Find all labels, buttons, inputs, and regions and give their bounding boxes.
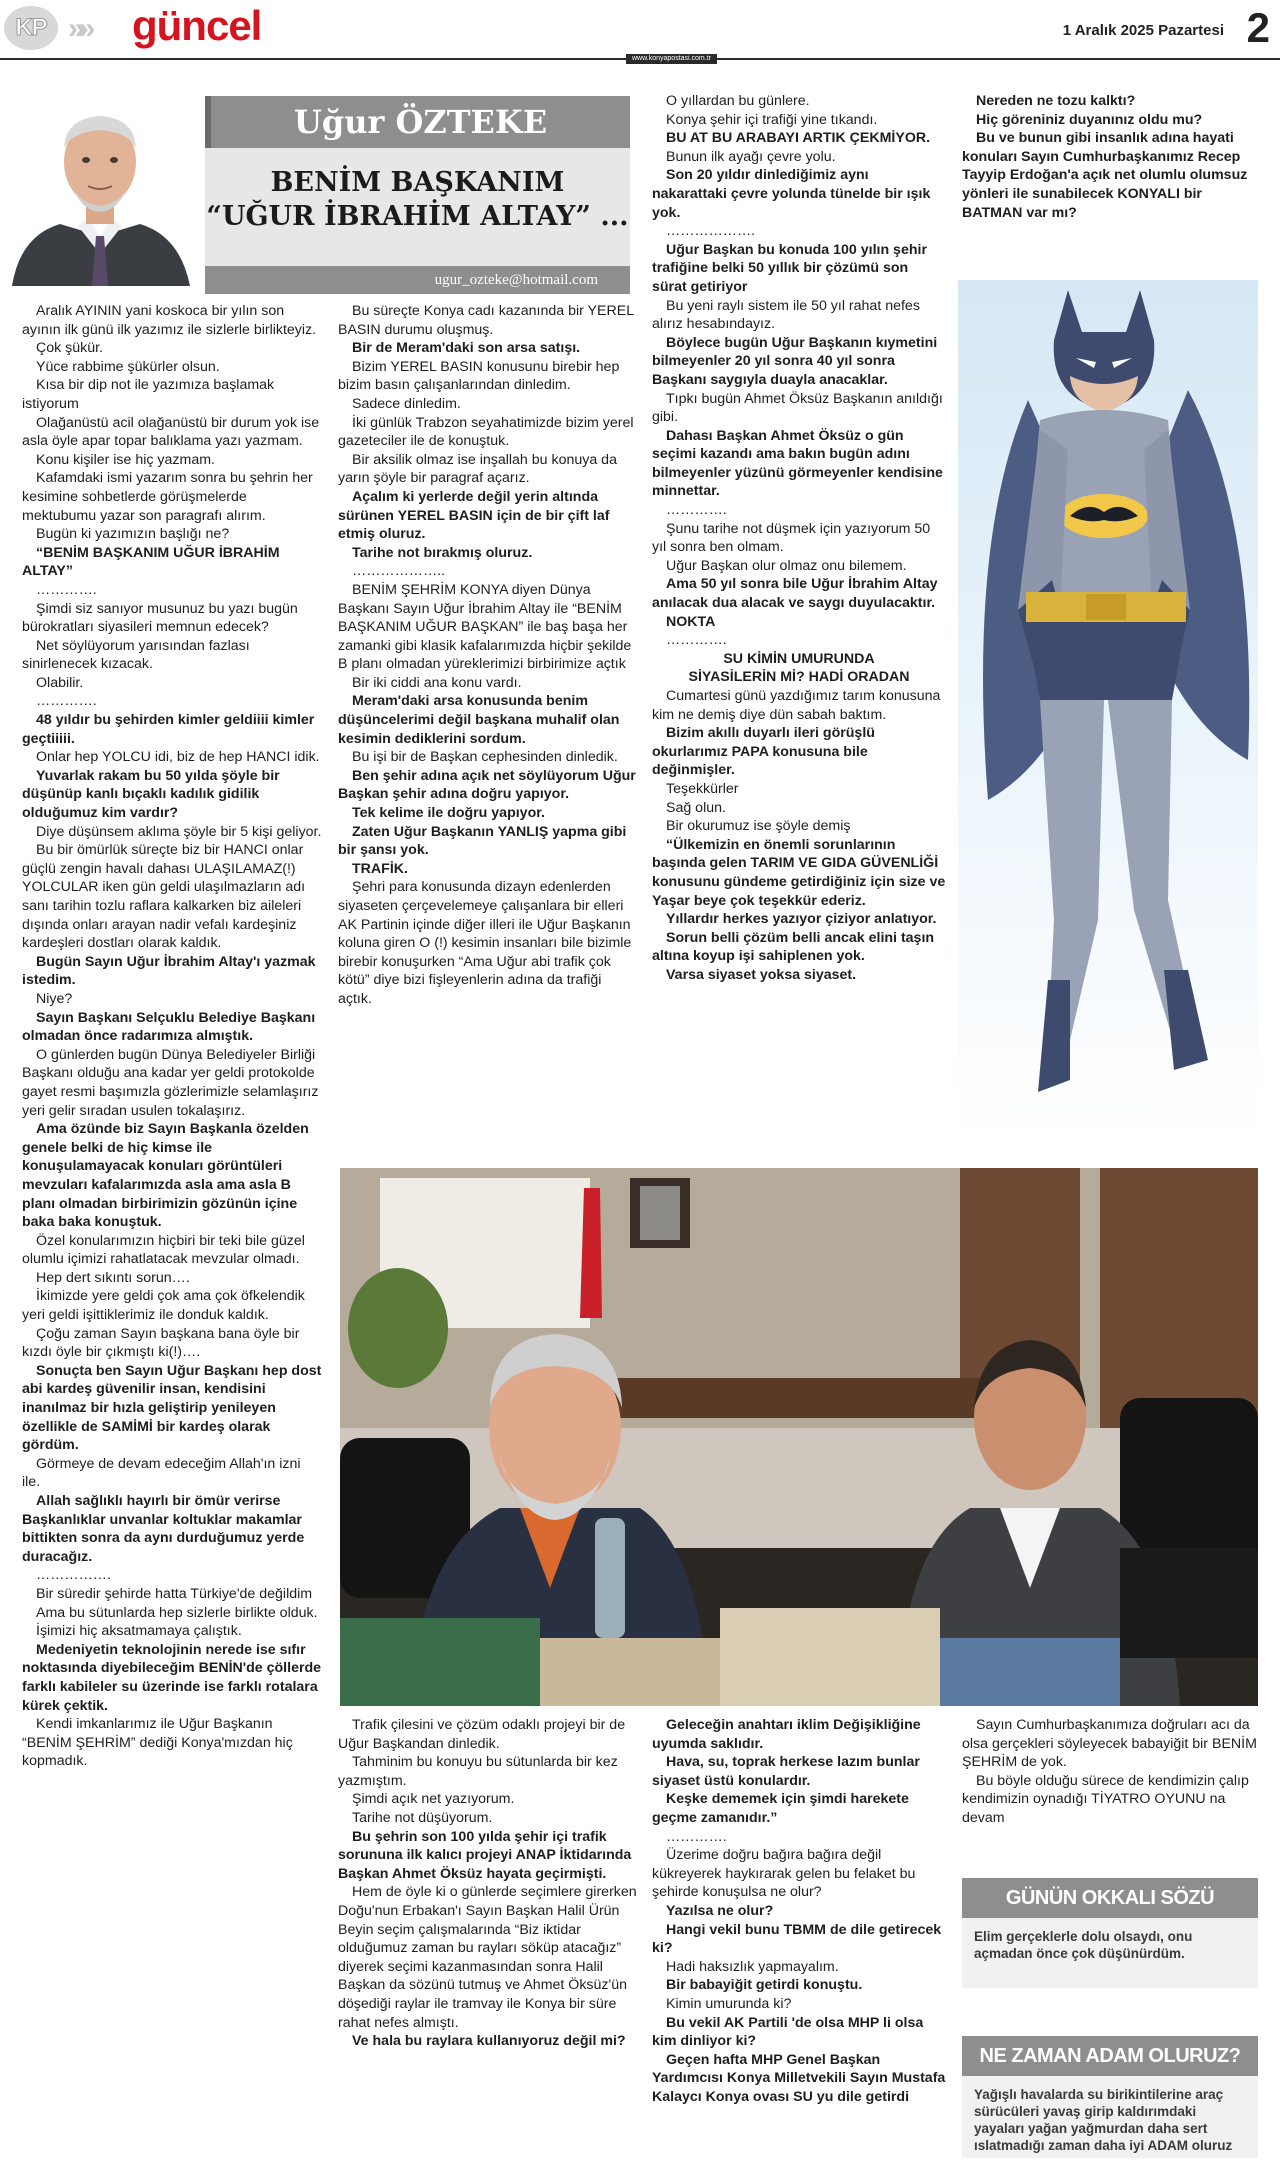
paragraph: Bu süreçte Konya cadı kazanında bir YEREL BASIN durumu oluşmuş. xyxy=(338,303,634,338)
paragraph: Sadece dinledim. xyxy=(352,395,461,412)
article-column-3-lower xyxy=(652,1716,946,2156)
paragraph: Bizim YEREL BASIN konusunu birebir hep bizim basın çalışanlarından dinledim. xyxy=(338,358,620,394)
paragraph: Bir okurumuz ise şöyle demiş xyxy=(666,818,851,835)
paragraph: Tarihe not bırakmış oluruz. xyxy=(352,544,533,561)
paragraph: Üzerime doğru bağıra bağıra değil kükreyerek haykırarak gelen bu felaket bu şehirde konuşulsa ne olur? xyxy=(652,1847,916,1901)
paragraph: Bu işi bir de Başkan cephesinden dinledik. xyxy=(352,749,618,766)
batman-illustration xyxy=(958,280,1258,1142)
title-line-1: BENİM BAŞKANIM xyxy=(270,167,565,198)
paragraph: Geçen hafta MHP Genel Başkan Yardımcısı Konya Milletvekili Sayın Mustafa Kalaycı Konya ovası SU yu dile getirdi xyxy=(652,2051,946,2105)
paragraph: Yuvarlak rakam bu 50 yılda şöyle bir düşünüp kanlı bıçaklı kadılık gidilik olduğumuz kim vardır? xyxy=(22,767,280,822)
paragraph: Ama bu sütunlarda hep sizlerle birlikte olduk. xyxy=(36,1604,318,1621)
paragraph: Yazılsa ne olur? xyxy=(666,1902,774,1919)
human-box-title: NE ZAMAN ADAM OLURUZ? xyxy=(962,2036,1258,2076)
meeting-image xyxy=(340,1168,1258,1706)
paragraph: Trafik çilesini ve çözüm odaklı projeyi bir de Uğur Başkandan dinledik. xyxy=(338,1717,626,1752)
issue-date: 1 Aralık 2025 Pazartesi xyxy=(1062,22,1224,39)
paragraph: Konu kişiler ise hiç yazmam. xyxy=(36,451,215,468)
paragraph: Varsa siyaset yoksa siyaset. xyxy=(666,966,857,983)
paragraph: Ama özünde biz Sayın Başkanla özelden genele belki de hiç kimse ile konuşulamayacak konuları görüntüleri mevzuları kafalarımızda asla ama asla B planı olmadan birbirimizin gözünün içine baka baka konuştuk. xyxy=(22,1121,309,1231)
paragraph: …………. xyxy=(666,632,727,649)
when-human-box xyxy=(962,2036,1258,2158)
paragraph: O yıllardan bu günlere. xyxy=(666,93,810,109)
paragraph: Kimin umurunda ki? xyxy=(666,1995,792,2012)
paragraph: Hep dert sıkıntı sorun…. xyxy=(36,1269,190,1286)
article-column-1 xyxy=(22,302,322,2152)
paragraph: Hadi haksızlık yapmayalım. xyxy=(666,1958,839,1975)
paragraph: Bir babayiğit getirdi konuştu. xyxy=(666,1977,863,1994)
paragraph: Bir süredir şehirde hatta Türkiye'de değildim xyxy=(36,1585,313,1602)
paragraph: Bizim akıllı duyarlı ileri görüşlü okurlarımız PAPA konusuna bile değinmişler. xyxy=(652,725,875,779)
paragraph: Şunu tarihe not düşmek için yazıyorum 50 yıl sonra ben olmam. xyxy=(652,520,931,556)
paragraph: “BENİM BAŞKANIM UĞUR İBRAHİM ALTAY” xyxy=(22,544,280,580)
paragraph: …………. xyxy=(666,502,727,519)
author-name[interactable]: Uğur ÖZTEKE xyxy=(293,103,548,141)
paragraph: ………………. xyxy=(666,223,756,240)
paragraph: Sayın Başkanı Selçuklu Belediye Başkanı olmadan önce radarımıza almıştık. xyxy=(22,1009,316,1045)
paragraph: Keşke dememek için şimdi harekete geçme zamanıdır.” xyxy=(652,1791,909,1826)
paragraph: SU KİMİN UMURUNDA xyxy=(723,650,875,667)
article-column-2 xyxy=(338,302,638,1160)
paragraph: Nereden ne tozu kalktı? xyxy=(976,93,1136,109)
paragraph: Görmeye de devam edeceğim Allah'ın izni ile. xyxy=(22,1455,301,1491)
paragraph: Tıpkı bugün Ahmet Öksüz Başkanın anıldığı gibi. xyxy=(652,390,943,426)
paragraph: Çoğu zaman Sayın başkana bana öyle bir kızdı öyle bir çıkmıştı ki(!)…. xyxy=(22,1325,300,1361)
paragraph: BENİM ŞEHRİM KONYA diyen Dünya Başkanı Sayın Uğur İbrahim Altay ile “BENİM BAŞKANIM UĞUR BAŞKAN” ile baş başa her zamanki gibi klasik kafalarımızda hiçbir şekilde B planı olmadan yüreklerimizi birbirimize açtık xyxy=(338,581,632,673)
paragraph: Hem de öyle ki o günlerde seçimlere girerken Doğu'nun Erbakan'ı Sayın Başkan Halil Ürün Beyin seçim çalışmalarında “Biz iktidar olduğumuz zaman bu rayları söküp atacağız” diyerek seçimi kazanmasından sonra Halil Başkan da sözünü tutmuş ve Ahmet Öksüz'ün döşediği raylar ile tramvay ile Konya bir süre rahat nefes almıştı. xyxy=(338,1884,637,2031)
paragraph: Konya şehir içi trafiği yine tıkandı. xyxy=(666,111,878,128)
paragraph: Sorun belli çözüm belli ancak elini taşın altına koyup işi sahiplenen yok. xyxy=(652,929,935,965)
paragraph: Bu böyle olduğu sürece de kendimizin çalıp kendimizin oynadığı TİYATRO OYUNU na devam xyxy=(962,1772,1249,1826)
paragraph: Ama 50 yıl sonra bile Uğur İbrahim Altay anılacak dua alacak ve saygı duyulacaktır. xyxy=(652,576,938,612)
article-title-box xyxy=(205,148,630,266)
paragraph: Son 20 yıldır dinlediğimiz aynı nakarattaki çevre yolunda tünelde bir ışık yok. xyxy=(652,167,931,221)
paragraph: Şimdi açık net yazıyorum. xyxy=(352,1791,515,1808)
paragraph: Ben şehir adına açık net söylüyorum Uğur Başkan şehir adına doğru yapıyor. xyxy=(338,767,636,803)
paragraph: Bir de Meram'daki son arsa satışı. xyxy=(352,340,581,357)
paragraph: “Ülkemizin en önemli sorunlarının başında gelen TARIM VE GIDA GÜVENLİĞİ konusunu gündeme getirdiğiniz için size ve Yaşar beye çok teşekkür ederiz. xyxy=(652,836,946,909)
paragraph: Bu vekil AK Partili 'de olsa MHP li olsa kim dinliyor ki? xyxy=(652,2014,924,2050)
paragraph: Yıllardır herkes yazıyor çiziyor anlatıyor. xyxy=(666,911,937,928)
masthead-rule xyxy=(0,54,1280,64)
paragraph: Şehri para konusunda dizayn edenlerden siyaseten çerçevelemeye çalışanlara bir elleri AK Partinin içinde diğer illeri ile Uğur Başkanın koluna giren O (!) kesimin insanları bile bizimle birebir konuşurken “Ama Uğur abi trafik çok kötü” diye bizi fişleyenlerin adına da trafiği açtık. xyxy=(338,879,632,1007)
paragraph: …………. xyxy=(666,1828,727,1845)
paragraph: Çok şükür. xyxy=(36,340,104,357)
article-column-4-lower xyxy=(962,1716,1258,1844)
paragraph: Bugün Sayın Uğur İbrahim Altay'ı yazmak istedim. xyxy=(22,953,316,989)
author-header xyxy=(0,86,636,296)
paragraph: Şimdi siz sanıyor musunuz bu yazı bugün bürokratları siyasileri memnun edecek? xyxy=(22,600,298,636)
paragraph: BU AT BU ARABAYI ARTIK ÇEKMİYOR. xyxy=(666,130,931,147)
paragraph: Diye düşünsem aklıma şöyle bir 5 kişi geliyor. xyxy=(36,823,322,840)
paragraph: Medeniyetin teknolojinin nerede ise sıfır noktasında diyebileceğim BENİN'de çöllerde farklı kabileler su üzerinde ise farklı rotalara kürek çektik. xyxy=(22,1641,322,1714)
paragraph: Tarihe not düşüyorum. xyxy=(352,1809,493,1826)
paragraph: Zaten Uğur Başkanın YANLIŞ yapma gibi bir şansı yok. xyxy=(338,823,627,859)
chevrons-icon: »» xyxy=(68,12,90,45)
article-column-2-lower xyxy=(338,1716,638,2156)
paragraph: Bunun ilk ayağı çevre yolu. xyxy=(666,148,836,165)
paragraph: Net söylüyorum yarısından fazlası sinirlenecek kızacak. xyxy=(22,637,250,673)
paragraph: Dahası Başkan Ahmet Öksüz o gün seçimi kazandı ama bakın bugün adını bilmeyenler yüzünü görmeyenler kendisine minnettar. xyxy=(652,427,943,500)
paragraph: Kısa bir dip not ile yazımıza başlamak istiyorum xyxy=(22,377,275,412)
paragraph: Kafamdaki ismi yazarım sonra bu şehrin her kesimine sohbetlerde görüşmelerde mektubumu yazar son paragrafı alırım. xyxy=(22,470,313,524)
paragraph: Sayın Cumhurbaşkanımıza doğruları acı da olsa gerçekleri söyleyecek babayiğit bir BENİM ŞEHRİM de yok. xyxy=(962,1717,1257,1771)
paragraph: Teşekkürler xyxy=(666,780,739,797)
paragraph: Yüce rabbime şükürler olsun. xyxy=(36,358,220,375)
author-email-bar xyxy=(205,266,630,294)
paragraph: Hiç göreniniz duyanınız oldu mu? xyxy=(976,111,1203,128)
website-label[interactable]: www.konyapostasi.com.tr xyxy=(626,54,717,64)
paragraph: Tek kelime ile doğru yapıyor. xyxy=(352,805,545,822)
paragraph: O günlerden bugün Dünya Belediyeler Birliği Başkanı olduğu ana kadar yer geldi protokolde gayet resmi başımızla gözlerimizle selamlaşırız yeri gelir sıradan usulen tokalaşırız. xyxy=(22,1046,319,1119)
page-number: 2 xyxy=(1246,4,1270,51)
human-box-text: Yağışlı havalarda su birikintilerine araç sürücüleri yavaş girip kaldırımdaki yayaları yağan yağmurdan daha sert ıslatmadığı zaman daha iyi ADAM oluruz xyxy=(974,2087,1233,2153)
paragraph: TRAFİK. xyxy=(352,860,408,877)
paragraph: Niye? xyxy=(36,990,73,1007)
meeting-photo xyxy=(340,1168,1258,1706)
logo-text: KP xyxy=(15,14,47,41)
author-email[interactable]: ugur_ozteke@hotmail.com xyxy=(434,272,598,288)
paragraph: Özel konularımızın hiçbiri bir teki bile güzel olumlu içimizi rahatlatacak mevzular olmadı. xyxy=(22,1232,305,1268)
paragraph: Bir iki ciddi ana konu vardı. xyxy=(352,674,522,691)
paragraph: Bu ve bunun gibi insanlık adına hayati konuları Sayın Cumhurbaşkanımız Recep Tayyip Erdoğan'a açık net olumlu olumsuz yönleri ile sunabilecek KONYALI bir BATMAN var mı? xyxy=(962,130,1248,221)
paragraph: Olabilir. xyxy=(36,674,84,691)
paragraph: Bugün ki yazımızın başlığı ne? xyxy=(36,526,230,543)
paragraph: Geleceğin anahtarı iklim Değişikliğine uyumda saklıdır. xyxy=(652,1717,921,1752)
article-title xyxy=(205,166,630,234)
paragraph: Bu şehrin son 100 yılda şehir içi trafik sorununa ilk kalıcı projeyi ANAP İktidarında Başkan Ahmet Öksüz hayata geçirmişti. xyxy=(338,1828,632,1882)
paragraph: …………. xyxy=(36,693,97,710)
batman-image xyxy=(958,280,1258,1142)
paragraph: İkimizde yere geldi çok ama çok öfkelendik yeri geldi işittiklerimiz ile donduk kaldık. xyxy=(22,1288,305,1324)
paragraph: İki günlük Trabzon seyahatimizde bizim yerel gazeteciler ile de konuştuk. xyxy=(338,414,634,450)
article-column-3 xyxy=(652,92,946,1160)
author-banner xyxy=(205,96,630,148)
paragraph: Sağ olun. xyxy=(666,799,726,816)
paragraph: 48 yıldır bu şehirden kimler geldiiii kimler geçtiiiii. xyxy=(22,712,315,747)
paragraph: Kendi imkanlarımız ile Uğur Başkanın “BENİM ŞEHRİM” dediği Konya'mızdan hiç kopmadık. xyxy=(22,1716,293,1770)
masthead xyxy=(0,0,1280,56)
kp-logo[interactable] xyxy=(4,6,58,50)
paragraph: Bu yeni raylı sistem ile 50 yıl rahat nefes alırız hesabındayız. xyxy=(652,297,920,333)
paragraph: Olağanüstü acil olağanüstü bir durum yok ise asla öyle apar topar balıklama yazı yazmam. xyxy=(22,414,320,450)
paragraph: Bu bir ömürlük süreçte biz bir HANCI onlar güçlü zengin havalı dahası ULAŞILAMAZ(!) YOLCULAR iken gün geldi ulaşılmazların adı sanı tarihin tozlu raflara kalkarken biz aileleri dışında onları arayan nadir vefalı kardeşiniz kardeşleri dostları olarak kaldık. xyxy=(22,842,306,952)
paragraph: SİYASİLERİN Mİ? HADİ ORADAN xyxy=(688,669,910,686)
title-line-2: “UĞUR İBRAHİM ALTAY” ... xyxy=(206,201,629,232)
paragraph: Cumartesi günü yazdığımız tarım konusuna kim ne demiş diye dün sabah baktım. xyxy=(652,688,941,723)
paragraph: Aralık AYININ yani koskoca bir yılın son ayının ilk günü ilk yazımız ile sizlerle birlikteyiz. xyxy=(22,303,317,338)
quote-of-the-day-box xyxy=(962,1878,1258,1988)
paragraph: Allah sağlıklı hayırlı bir ömür verirse Başkanlıklar unvanlar koltuklar makamlar bittikten sonra da aynı durduğumuz yerde duracağız. xyxy=(22,1493,305,1565)
paragraph: İşimizi hiç aksatmamaya çalıştık. xyxy=(36,1623,242,1640)
paragraph: ……………. xyxy=(36,1567,111,1584)
paragraph: Böylece bugün Uğur Başkanın kıymetini bilmeyenler 20 yıl sonra 40 yıl sonra Başkanı saygıyla duayla anacaklar. xyxy=(652,334,938,388)
paragraph: Bir aksilik olmaz ise inşallah bu konuya da yarın şöyle bir paragraf açarız. xyxy=(338,451,617,487)
paragraph: Hava, su, toprak herkese lazım bunlar siyaset üstü konulardır. xyxy=(652,1754,920,1789)
paragraph: Uğur Başkan olur olmaz onu bilemem. xyxy=(666,557,907,574)
paragraph: Uğur Başkan bu konuda 100 yılın şehir trafiğine belki 50 yıllık bir çözümü son sürat getiriyor xyxy=(652,241,927,295)
quote-box-title: GÜNÜN OKKALI SÖZÜ xyxy=(962,1878,1258,1918)
paragraph: …………. xyxy=(36,581,97,598)
section-title[interactable]: güncel xyxy=(132,2,262,49)
paragraph: Onlar hep YOLCU idi, biz de hep HANCI idik. xyxy=(36,749,320,766)
paragraph: Ve hala bu raylara kullanıyoruz değil mi? xyxy=(352,2033,626,2050)
author-photo xyxy=(0,86,200,286)
paragraph: Sonuçta ben Sayın Uğur Başkanı hep dost abi kardeş güvenilir insan, kendisini inanılmaz bir hızla geliştirip yenileyen özellikle de SAMİMİ bir kardeş olarak gördüm. xyxy=(22,1362,322,1454)
author-portrait xyxy=(0,86,200,286)
paragraph: NOKTA xyxy=(666,613,716,630)
article-column-4 xyxy=(962,92,1258,268)
paragraph: Hangi vekil bunu TBMM de dile getirecek ki? xyxy=(652,1921,942,1957)
paragraph: ……………….. xyxy=(352,563,446,580)
paragraph: Meram'daki arsa konusunda benim düşüncelerimi değil başkana muhalif olan kesimin dediklerini sordum. xyxy=(338,693,620,747)
paragraph: Tahminim bu konuyu bu sütunlarda bir kez yazmıştım. xyxy=(338,1754,618,1789)
paragraph: Açalım ki yerlerde değil yerin altında sürünen YEREL BASIN için de bir çift laf etmiş oluruz. xyxy=(338,488,610,543)
quote-box-text: Elim gerçeklerle dolu olsaydı, onu açmadan önce çok düşünürdüm. xyxy=(974,1929,1193,1961)
